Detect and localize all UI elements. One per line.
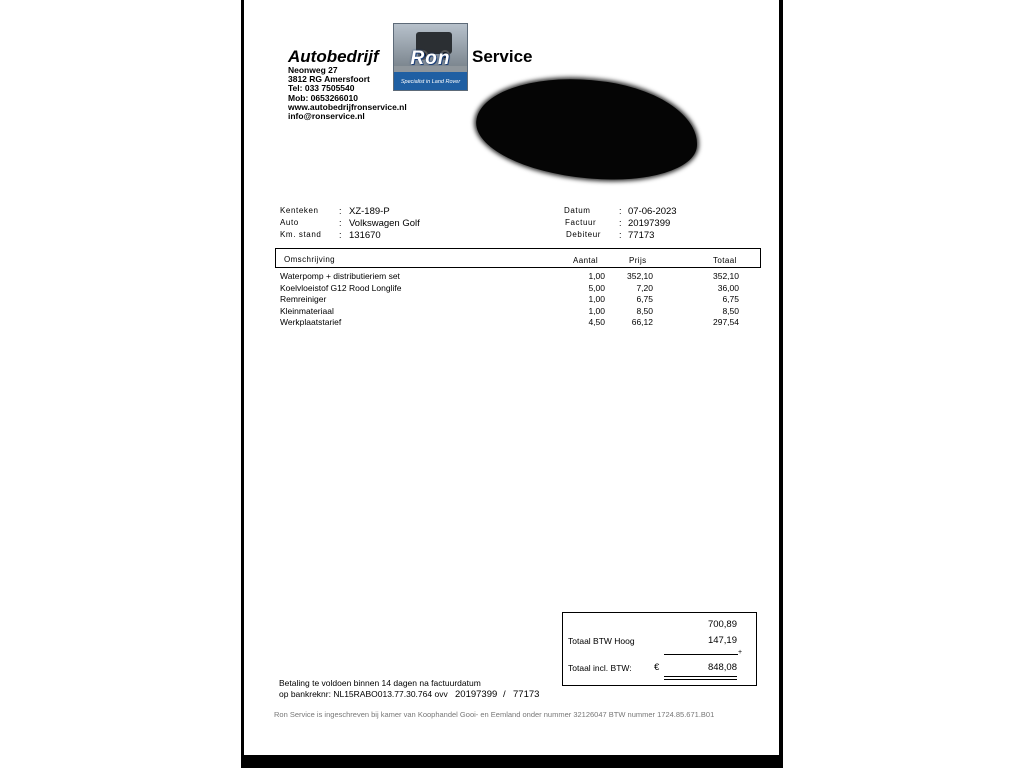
vehicle-label: Auto — [280, 218, 299, 227]
colon: : — [339, 206, 342, 216]
row-quantity: 1,00 — [588, 271, 605, 281]
colon: : — [619, 218, 622, 228]
total-label: Totaal incl. BTW: — [568, 663, 632, 673]
vehicle-value: 131670 — [349, 230, 381, 241]
vat-label: Totaal BTW Hoog — [568, 636, 635, 646]
colon: : — [339, 230, 342, 240]
row-quantity: 1,00 — [588, 306, 605, 316]
double-underline-bottom — [664, 679, 737, 680]
payment-reference-invoice: 20197399 — [455, 689, 498, 700]
total-amount: 848,08 — [707, 662, 737, 673]
payment-reference-debtor: 77173 — [513, 689, 540, 700]
row-description: Koelvloeistof G12 Rood Longlife — [280, 283, 402, 293]
colon: : — [619, 230, 622, 240]
website-line: www.autobedrijfronservice.nl — [288, 101, 407, 112]
table-header — [275, 248, 761, 268]
row-description: Waterpomp + distributieriem set — [280, 271, 400, 281]
address-line: Neonweg 27 — [288, 65, 338, 75]
row-price: 352,10 — [627, 271, 653, 281]
company-registration: Ron Service is ingeschreven bij kamer van Koophandel Gooi- en Eemland onder nummer 32126047 BTW nummer 1724.85.671.B01 — [274, 710, 715, 719]
row-quantity: 4,50 — [588, 317, 605, 327]
subtotal-amount: 700,89 — [707, 619, 737, 630]
mobile-line: Mob: 0653266010 — [288, 92, 358, 103]
vehicle-label: Kenteken — [280, 206, 319, 215]
row-total: 352,10 — [713, 271, 739, 281]
row-description: Remreiniger — [280, 294, 327, 304]
row-total: 6,75 — [722, 294, 739, 304]
payment-terms: Betaling te voldoen binnen 14 dagen na factuurdatum — [279, 678, 481, 688]
row-quantity: 5,00 — [588, 283, 605, 293]
vat-amount: 147,19 — [707, 635, 737, 646]
email-line: info@ronservice.nl — [288, 111, 365, 122]
payment-reference-separator: / — [503, 689, 506, 700]
logo-tagline: Specialist in Land Rover — [400, 79, 461, 85]
row-price: 8,50 — [636, 306, 653, 316]
company-name-right: Service — [472, 47, 533, 66]
redaction-blot — [472, 71, 702, 188]
debtor-number: 77173 — [628, 230, 655, 241]
bank-account: op bankreknr: NL15RABO013.77.30.764 ovv — [279, 689, 448, 699]
column-header-description: Omschrijving — [284, 255, 336, 264]
invoice-meta-label: Factuur — [565, 218, 597, 227]
row-price: 6,75 — [636, 294, 653, 304]
row-description: Kleinmateriaal — [280, 306, 334, 316]
row-price: 7,20 — [636, 283, 653, 293]
column-header-total: Totaal — [713, 256, 737, 265]
row-price: 66,12 — [631, 317, 653, 327]
colon: : — [339, 218, 342, 228]
vehicle-value: XZ-189-P — [349, 206, 390, 217]
sum-line — [664, 654, 738, 655]
plus-sign: + — [738, 649, 743, 656]
double-underline-top — [664, 676, 737, 677]
address-line: 3812 RG Amersfoort — [288, 74, 370, 85]
column-header-price: Prijs — [629, 256, 647, 265]
invoice-number: 20197399 — [628, 218, 671, 229]
row-total: 297,54 — [713, 317, 739, 327]
vehicle-value: Volkswagen Golf — [349, 218, 420, 229]
company-address — [288, 66, 407, 121]
company-name-left: Autobedrijf — [288, 47, 379, 66]
vehicle-label: Km. stand — [280, 230, 322, 239]
logo-text: Ron — [410, 48, 451, 69]
row-total: 8,50 — [722, 306, 739, 316]
row-description: Werkplaatstarief — [280, 317, 342, 327]
row-quantity: 1,00 — [588, 294, 605, 304]
phone-line: Tel: 033 7505540 — [288, 83, 355, 94]
row-total: 36,00 — [717, 283, 739, 293]
column-header-quantity: Aantal — [573, 256, 599, 265]
invoice-date: 07-06-2023 — [628, 206, 677, 217]
invoice-page — [244, 0, 779, 755]
invoice-meta-label: Debiteur — [566, 230, 602, 239]
currency-symbol: € — [654, 662, 660, 673]
invoice-meta-label: Datum — [564, 206, 591, 215]
colon: : — [619, 206, 622, 216]
